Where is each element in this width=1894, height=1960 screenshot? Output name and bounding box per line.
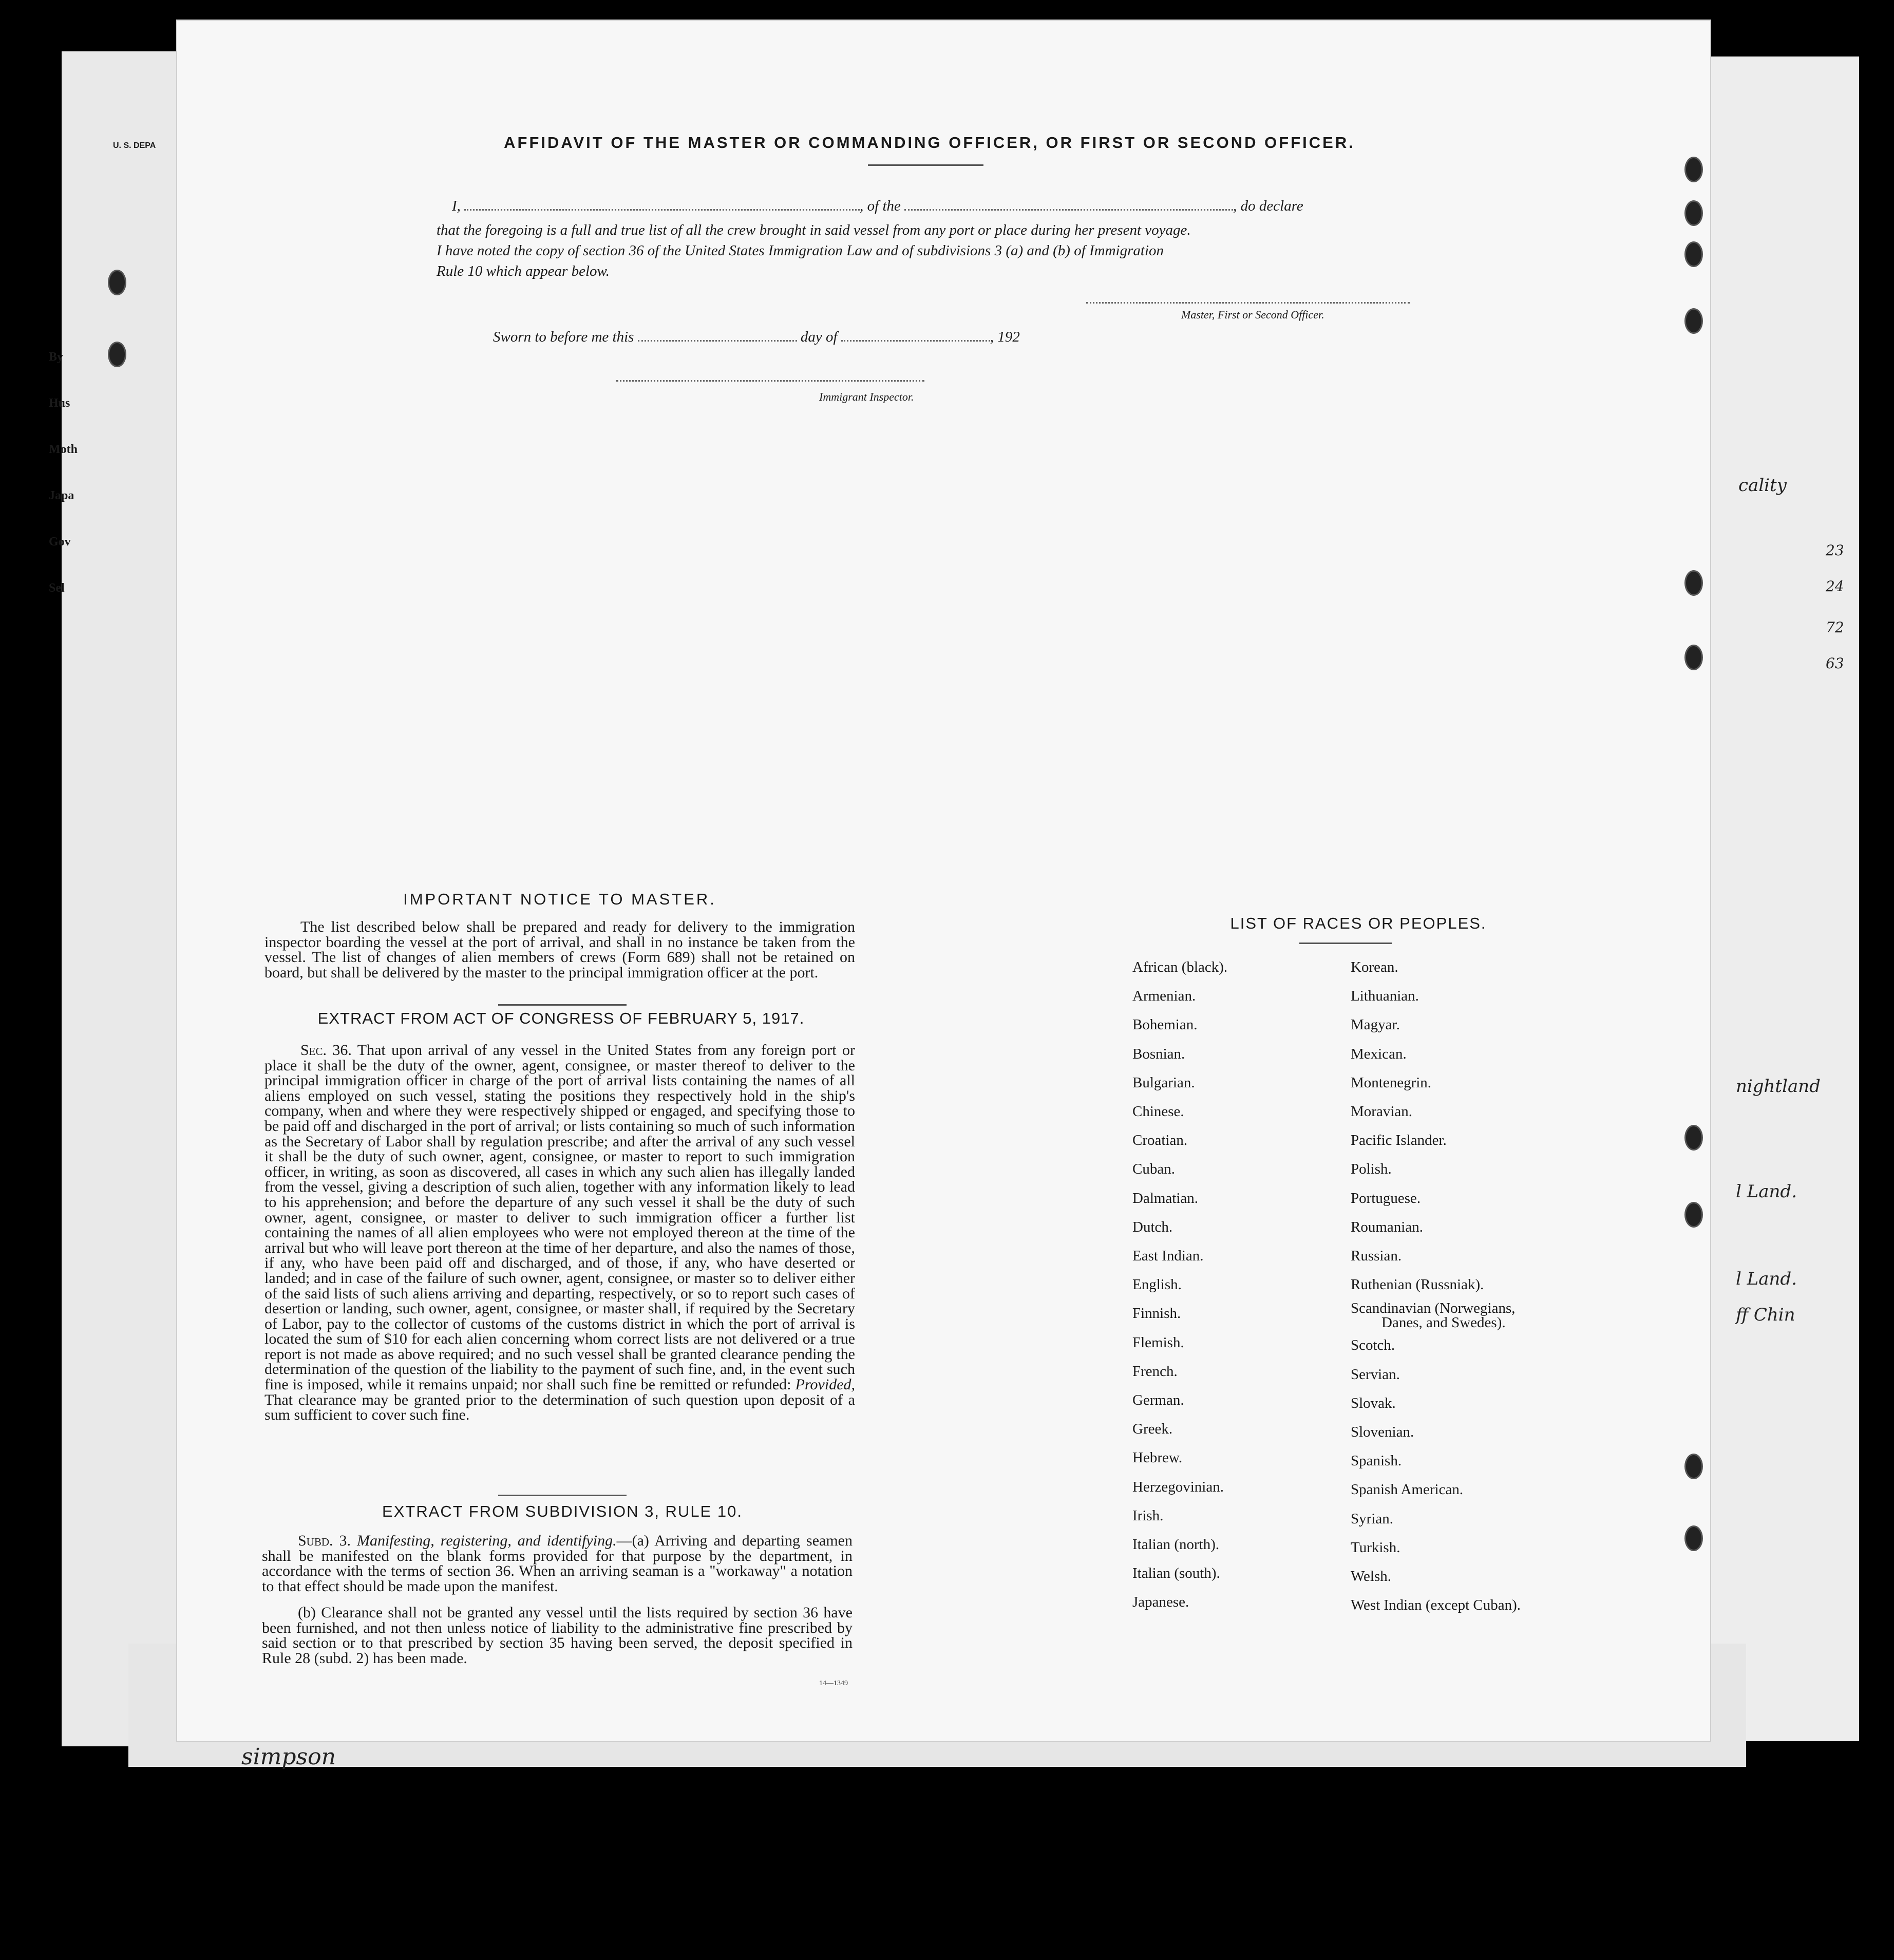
back-handwriting: 23: [1826, 542, 1844, 559]
races-right-column: [1351, 953, 1521, 1619]
punch-hole: [1684, 570, 1703, 596]
notice-body: The list described below shall be prepared and ready for delivery to the immigration inspector boarding the vessel at the port of arrival, and shall in no instance be taken from the vessel. The list of changes of alien members of crews (Form 689) shall not be retained on board, but shall be delivered by the master to the principal immigration officer at the port.: [264, 918, 855, 981]
back-handwriting: 72: [1826, 619, 1844, 636]
race-item: Ruthenian (Russniak).: [1351, 1276, 1484, 1293]
back-sheet-fragments: [49, 334, 78, 611]
race-item: Italian (south).: [1132, 1565, 1220, 1582]
do-declare-label: , do declare: [1233, 198, 1303, 214]
punch-hole: [1684, 645, 1703, 670]
inspector-signature-line: [616, 380, 924, 382]
punch-hole: [1684, 1125, 1703, 1151]
race-item: English.: [1132, 1276, 1182, 1293]
back-handwriting: l Land.: [1736, 1181, 1797, 1202]
race-item: East Indian.: [1132, 1248, 1204, 1265]
race-item: Magyar.: [1351, 1016, 1400, 1033]
race-item: Syrian.: [1351, 1510, 1393, 1527]
rule-para-a: [262, 1533, 853, 1594]
punch-hole: [108, 342, 126, 367]
subd-label: Subd. 3.: [298, 1532, 351, 1549]
race-item: Greek.: [1132, 1421, 1173, 1438]
act-rule: [498, 1495, 627, 1496]
race-item: Welsh.: [1351, 1568, 1392, 1585]
act-text-end: That clearance may be granted prior to the determination of such question upon deposit of a sum sufficient to cover such fine.: [264, 1391, 855, 1424]
act-text: That upon arrival of any vessel in the United States from any foreign port or place it shall be the duty of the owner, agent, consignee, or master thereof to deliver to the principal immigration officer in charge of the port of arrival lists containing the names of all aliens employed on such vessel, stating the positions they respectively hold in the ship's company, when and where they were respectively shipped or engaged, and specifying those to be paid off and discharged in the port of arrival; or lists containing so much of such information as the Secretary of Labor shall by regulation prescribe; and after the arrival of any such vessel it shall be the duty of such owner, agent, consignee, or master to report to such immigration officer, in writing, as soon as discovered, all cases in which any such alien has illegally landed from the vessel, giving a description of such alien, together with any information likely to lead to his apprehension; and before the departure of any such vessel it shall be the duty of such owner, agent, consignee, or master to deliver to such immigration officer a further list containing the names of all alien employees who were not employed thereon at the time of the arrival but who will leave port thereon at the time of her departure, and also the names of those, if any, who have been paid off and discharged, and of those, if any, who have deserted or landed; and in case of the failure of such owner, agent, consignee, or master so to deliver either of the said lists of such aliens arriving and departing, respectively, or so to report such cases of desertion or landing, such owner, agent, consignee, or master shall, if required by the Secretary of Labor, pay to the collector of customs of the customs district in which the port of arrival is located the sum of $10 for each alien concerning whom correct lists are not delivered or a true report is not made as above required; and no such vessel shall be granted clearance pending the determination of the question of the liability to the payment of such fine, and, in the event such fine is imposed, while it remains unpaid; nor shall such fine be remitted or refunded:: [264, 1042, 855, 1393]
year-label: , 192: [990, 329, 1020, 345]
month-field: [841, 340, 990, 342]
back-handwriting: 63: [1826, 655, 1844, 672]
race-item: Italian (north).: [1132, 1536, 1220, 1553]
race-item: Korean.: [1351, 959, 1398, 975]
subd-para-a: —(a) Arriving and departing seamen shall be manifested on the blank forms provided for that purpose by the department, in accordance with the terms of section 36. When an arriving seaman is a "workaway" a notation to that effect should be made upon the manifest.: [262, 1532, 853, 1595]
of-the-label: , of the: [860, 198, 901, 214]
race-item: Spanish American.: [1351, 1481, 1464, 1498]
race-item: West Indian (except Cuban).: [1351, 1597, 1521, 1614]
race-item: Dalmatian.: [1132, 1190, 1199, 1207]
affidavit-title: AFFIDAVIT OF THE MASTER OR COMMANDING OFFICER, OR FIRST OR SECOND OFFICER.: [504, 134, 1355, 152]
punch-hole: [1684, 1454, 1703, 1479]
race-item: Lithuanian.: [1351, 988, 1419, 1005]
back-handwriting: ff Chin: [1736, 1305, 1795, 1325]
fragment: Hus: [49, 397, 70, 410]
master-signature-label: Master, First or Second Officer.: [1181, 308, 1324, 321]
race-item: Scotch.: [1351, 1337, 1395, 1354]
fragment: By: [49, 350, 64, 364]
inspector-signature-label: Immigrant Inspector.: [819, 390, 914, 403]
provided-label: Provided,: [795, 1376, 856, 1393]
fragment: Moth: [49, 443, 78, 456]
vessel-field: [904, 209, 1233, 211]
race-item: Mexican.: [1351, 1045, 1407, 1062]
races-left-column: [1132, 953, 1227, 1617]
punch-hole: [1684, 308, 1703, 334]
back-sheet-header: U. S. DEPA: [113, 141, 156, 150]
race-item: Armenian.: [1132, 988, 1196, 1005]
back-handwriting: cality: [1738, 475, 1787, 496]
back-handwriting: 24: [1826, 578, 1844, 595]
race-item: Cuban.: [1132, 1161, 1175, 1178]
race-item: German.: [1132, 1392, 1184, 1409]
race-item: Scandinavian (Norwegians,: [1351, 1300, 1516, 1317]
race-item: Finnish.: [1132, 1305, 1181, 1322]
race-item: African (black).: [1132, 959, 1228, 975]
affidavit-declaration-line: [452, 198, 1303, 215]
punch-hole: [1684, 200, 1703, 226]
punch-hole: [108, 270, 126, 295]
sec-label: Sec. 36.: [300, 1042, 352, 1059]
affidavit-page: [177, 21, 1710, 1741]
fragment: Sel: [49, 581, 65, 595]
race-item: Slovenian.: [1351, 1424, 1414, 1441]
act-body: [264, 1043, 855, 1423]
rule-title: EXTRACT FROM SUBDIVISION 3, RULE 10.: [382, 1502, 743, 1520]
day-of-label: day of: [800, 329, 838, 345]
sworn-line: [493, 329, 1020, 346]
race-item: Flemish.: [1132, 1334, 1184, 1351]
race-item: Bosnian.: [1132, 1045, 1185, 1062]
back-handwriting: l Land.: [1736, 1269, 1797, 1289]
notice-rule: [498, 1004, 627, 1006]
master-signature-line: [1086, 302, 1410, 304]
bottom-handwriting: simpson: [241, 1744, 336, 1770]
punch-hole: [1684, 1525, 1703, 1551]
race-item: Japanese.: [1132, 1594, 1189, 1611]
race-item: Bulgarian.: [1132, 1074, 1195, 1091]
race-item: Pacific Islander.: [1351, 1132, 1447, 1149]
race-item: Slovak.: [1351, 1394, 1396, 1411]
race-item: Croatian.: [1132, 1132, 1188, 1149]
form-number: 14—1349: [819, 1680, 848, 1687]
races-title: LIST OF RACES OR PEOPLES.: [1230, 914, 1487, 932]
fragment: Gov: [49, 535, 71, 549]
affidavit-line-2: that the foregoing is a full and true list of all the crew brought in said vessel from any port or place during her present voyage.: [437, 222, 1191, 238]
race-item: Portuguese.: [1351, 1190, 1421, 1207]
punch-hole: [1684, 1202, 1703, 1228]
rule-para-b: (b) Clearance shall not be granted any vessel until the lists required by section 36 have been furnished, and not then unless notice of liability to the administrative fine prescribed by said section or to that prescribed by section 35 having been served, the deposit specified in Rule 28 (subd. 2) has been made.: [262, 1604, 853, 1667]
race-item: Servian.: [1351, 1366, 1400, 1383]
race-item: Moravian.: [1351, 1103, 1412, 1120]
races-rule: [1299, 943, 1392, 944]
punch-hole: [1684, 157, 1703, 182]
race-item: Montenegrin.: [1351, 1074, 1432, 1091]
race-item: Polish.: [1351, 1161, 1392, 1178]
race-item: French.: [1132, 1363, 1178, 1380]
race-item: Irish.: [1132, 1507, 1164, 1524]
fragment: Japa: [49, 489, 74, 502]
race-item: Roumanian.: [1351, 1218, 1423, 1235]
i-label: I,: [452, 198, 461, 214]
name-field: [464, 209, 860, 211]
race-item: Bohemian.: [1132, 1016, 1198, 1033]
back-handwriting: nightland: [1736, 1076, 1821, 1097]
race-item: Danes, and Swedes).: [1381, 1314, 1506, 1331]
race-item: Herzegovinian.: [1132, 1478, 1224, 1495]
race-item: Dutch.: [1132, 1218, 1173, 1235]
affidavit-line-3: I have noted the copy of section 36 of the United States Immigration Law and of subdivisions 3 (a) and (b) of Immigration: [437, 242, 1164, 259]
race-item: Russian.: [1351, 1248, 1402, 1265]
subd-heading: Manifesting, registering, and identifying.: [356, 1532, 617, 1549]
title-rule: [868, 164, 983, 166]
day-field: [638, 340, 797, 342]
race-item: Hebrew.: [1132, 1449, 1183, 1466]
affidavit-line-4: Rule 10 which appear below.: [437, 263, 610, 279]
act-title: EXTRACT FROM ACT OF CONGRESS OF FEBRUARY 5, 1917.: [317, 1009, 805, 1027]
race-item: Chinese.: [1132, 1103, 1184, 1120]
race-item: Turkish.: [1351, 1539, 1400, 1556]
punch-hole: [1684, 241, 1703, 267]
notice-title: IMPORTANT NOTICE TO MASTER.: [403, 890, 716, 908]
race-item: Spanish.: [1351, 1453, 1402, 1469]
sworn-label: Sworn to before me this: [493, 329, 634, 345]
